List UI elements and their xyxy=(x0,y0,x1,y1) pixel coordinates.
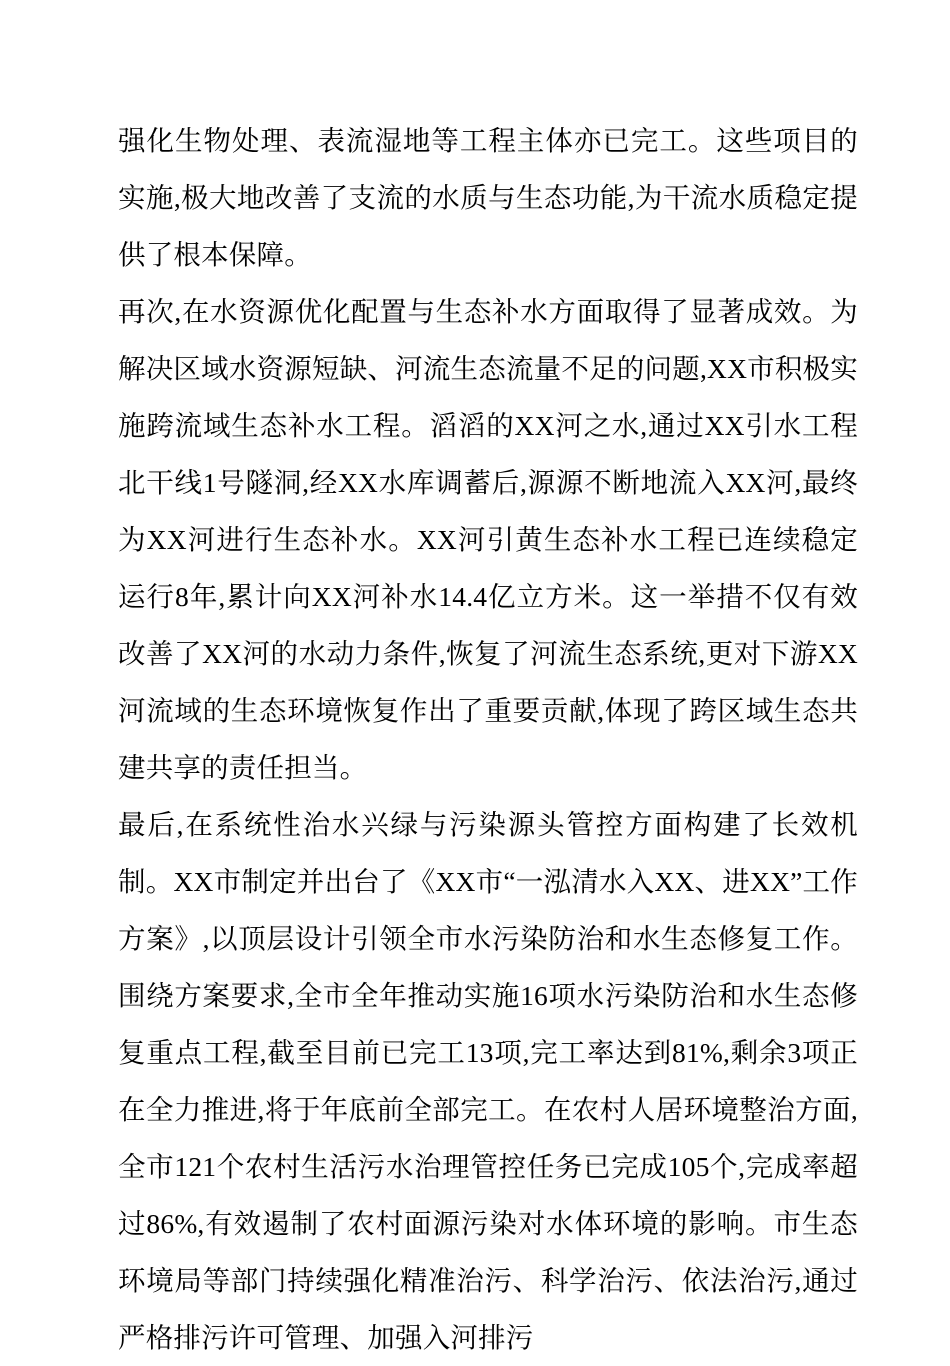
paragraph: 强化生物处理、表流湿地等工程主体亦已完工。这些项目的实施,极大地改善了支流的水质与生态功能,为干流水质稳定提供了根本保障。 xyxy=(118,125,858,270)
paragraph: 再次,在水资源优化配置与生态补水方面取得了显著成效。为解决区域水资源短缺、河流生态流量不足的问题,XX市积极实施跨流域生态补水工程。滔滔的XX河之水,通过XX引水工程北干线1号隧洞,经XX水库调蓄后,源源不断地流入XX河,最终为XX河进行生态补水。XX河引黄生态补水工程已连续稳定运行8年,累计向XX河补水14.4亿立方米。这一举措不仅有效改善了XX河的水动力条件,恢复了河流生态系统,更对下游XX河流域的生态环境恢复作出了重要贡献,体现了跨区域生态共建共享的责任担当。 xyxy=(118,296,858,783)
paragraph: 最后,在系统性治水兴绿与污染源头管控方面构建了长效机制。XX市制定并出台了《XX市“一泓清水入XX、进XX”工作方案》,以顶层设计引领全市水污染防治和水生态修复工作。围绕方案要求,全市全年推动实施16项水污染防治和水生态修复重点工程,截至目前已完工13项,完工率达到81%,剩余3项正在全力推进,将于年底前全部完工。在农村人居环境整治方面,全市121个农村生活污水治理管控任务已完成105个,完成率超过86%,有效遏制了农村面源污染对水体环境的影响。市生态环境局等部门持续强化精准治污、科学治污、依法治污,通过严格排污许可管理、加强入河排污 xyxy=(118,809,858,1353)
document-body xyxy=(118,112,858,1366)
